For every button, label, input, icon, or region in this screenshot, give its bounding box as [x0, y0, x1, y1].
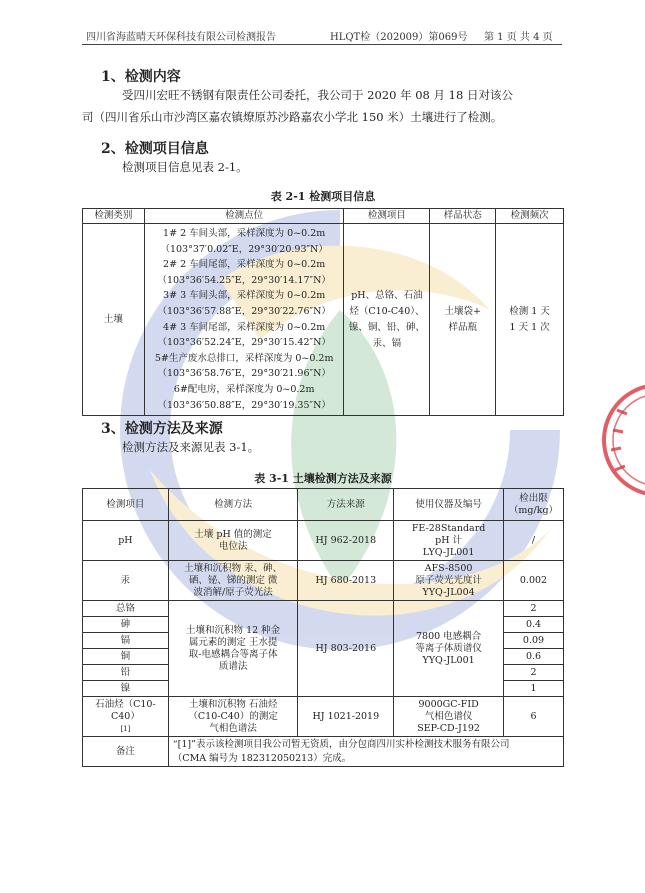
item-cell: 铅	[83, 665, 169, 681]
point-line: 4# 3 车间尾部，采样深度为 0~0.2m	[163, 321, 326, 333]
table-header: 检出限 （mg/kg）	[504, 489, 564, 521]
footnote-mark: [1]	[120, 724, 131, 733]
table-row	[83, 737, 564, 767]
item-cell: 镉	[83, 633, 169, 649]
table-row	[83, 521, 564, 561]
limit-cell: 0.6	[504, 649, 564, 665]
table-header: 使用仪器及编号	[394, 489, 504, 521]
remark-text: “[1]”表示该检测项目我公司暂无资质，由分包商四川实朴检测技术服务有限公司 （CMA 编号为 182312050213）完成。	[168, 737, 563, 767]
item-cell: pH	[83, 521, 169, 561]
table-header: 检测方法	[168, 489, 298, 521]
section1-line1: 受四川宏旺不锈钢有限责任公司委托，我公司于 2020 年 08 月 18 日对该公	[122, 88, 513, 102]
limit-cell: 1	[504, 681, 564, 697]
table-header: 检测项目	[344, 209, 430, 224]
table-header: 检测频次	[496, 209, 564, 224]
item-cell: 镍	[83, 681, 169, 697]
header-page-number: 第 1 页 共 4 页	[484, 32, 553, 43]
table-row	[83, 224, 564, 416]
point-line: 1# 2 车间头部，采样深度为 0~0.2m	[163, 228, 326, 239]
source-cell: HJ 803-2016	[298, 601, 394, 697]
instrument-cell: AFS-8500 原子荧光光度计 YYQ-JL004	[394, 561, 504, 601]
report-header	[82, 26, 562, 45]
table2-1-header-row	[83, 209, 564, 224]
header-company: 四川省海蓝晴天环保科技有限公司检测报告	[86, 32, 276, 43]
item-cell: 铜	[83, 649, 169, 665]
table-row	[83, 561, 564, 601]
sample-state-cell: 土壤袋+ 样品瓶	[430, 224, 496, 416]
instrument-cell: FE-28Standard pH 计 LYQ-JL001	[394, 521, 504, 561]
category-cell: 土壤	[83, 224, 145, 416]
frequency-cell: 检测 1 天 1 天 1 次	[496, 224, 564, 416]
point-line: （103°36′54.25″E，29°30′14.17″N）	[157, 274, 331, 286]
source-cell: HJ 680-2013	[298, 561, 394, 601]
item-name: 石油烃（C10-C40）	[95, 698, 156, 722]
point-line: 3# 3 车间头部，采样深度为 0~0.2m	[163, 290, 326, 302]
item-cell: 砷	[83, 617, 169, 633]
point-line: （103°36′50.88″E，29°30′19.35″N）	[157, 399, 331, 411]
point-line: 6#配电房，采样深度为 0~0.2m	[173, 383, 315, 395]
table-row	[83, 601, 564, 617]
source-cell: HJ 962-2018	[298, 521, 394, 561]
header-report-no: HLQT检（202009）第069号	[330, 32, 468, 43]
table-header: 检测类别	[83, 209, 145, 224]
table3-1	[82, 488, 564, 767]
section2-title: 2、检测项目信息	[101, 141, 209, 157]
table2-1	[82, 208, 564, 416]
method-cell: 土壤和沉积物 汞、砷、 硒、铋、锑的测定 微 波消解/原子荧光法	[168, 561, 298, 601]
table2-1-caption: 表 2-1 检测项目信息	[270, 190, 376, 203]
table3-1-header-row	[83, 489, 564, 521]
limit-cell: 2	[504, 601, 564, 617]
section2-text: 检测项目信息见表 2-1。	[122, 160, 248, 174]
point-line: （103°37′0.02″E，29°30′20.93″N）	[160, 243, 328, 255]
table-row	[83, 697, 564, 737]
items-cell: pH、总铬、石油 烃（C10-C40）、 镍、铜、铅、砷、 汞、镉	[344, 224, 430, 416]
point-line: （103°36′52.24″E，29°30′15.42″N）	[157, 337, 331, 349]
instrument-cell: 9000GC-FID 气相色谱仪 SEP-CD-J192	[394, 697, 504, 737]
point-line: （103°36′58.76″E，29°30′21.96″N）	[157, 368, 331, 380]
points-cell	[144, 224, 344, 416]
limit-cell: 0.4	[504, 617, 564, 633]
limit-cell: 6	[504, 697, 564, 737]
table-header: 检测点位	[144, 209, 344, 224]
method-cell: 土壤和沉积物 12 种金 属元素的测定 王水提 取-电感耦合等离子体 质谱法	[168, 601, 298, 697]
table-header: 方法来源	[298, 489, 394, 521]
limit-cell: 0.002	[504, 561, 564, 601]
remark-label: 备注	[83, 737, 169, 767]
section1-line2: 司（四川省乐山市沙湾区嘉农镇燎原苏沙路嘉农小学北 150 米）土壤进行了检测。	[82, 110, 503, 124]
official-seal-stamp	[599, 370, 645, 510]
section3-title: 3、检测方法及来源	[101, 421, 223, 437]
instrument-cell: 7800 电感耦合 等离子体质谱仪 YYQ-JL001	[394, 601, 504, 697]
item-cell: 汞	[83, 561, 169, 601]
limit-cell: 0.09	[504, 633, 564, 649]
table-header: 检测项目	[83, 489, 169, 521]
limit-cell: 2	[504, 665, 564, 681]
source-cell: HJ 1021-2019	[298, 697, 394, 737]
item-cell: 总铬	[83, 601, 169, 617]
limit-cell: /	[504, 521, 564, 561]
section3-text: 检测方法及来源见表 3-1。	[122, 440, 260, 454]
item-cell	[83, 697, 169, 737]
method-cell: 土壤和沉积物 石油烃 （C10-C40）的测定 气相色谱法	[168, 697, 298, 737]
method-cell: 土壤 pH 值的测定 电位法	[168, 521, 298, 561]
table-header: 样品状态	[430, 209, 496, 224]
section1-title: 1、检测内容	[101, 69, 181, 85]
point-line: 2# 2 车间尾部，采样深度为 0~0.2m	[163, 259, 326, 271]
point-line: 5#生产废水总排口，采样深度为 0~0.2m	[154, 352, 334, 364]
table3-1-caption: 表 3-1 土壤检测方法及来源	[254, 472, 392, 485]
point-line: （103°36′57.88″E，29°30′22.76″N）	[157, 305, 331, 317]
